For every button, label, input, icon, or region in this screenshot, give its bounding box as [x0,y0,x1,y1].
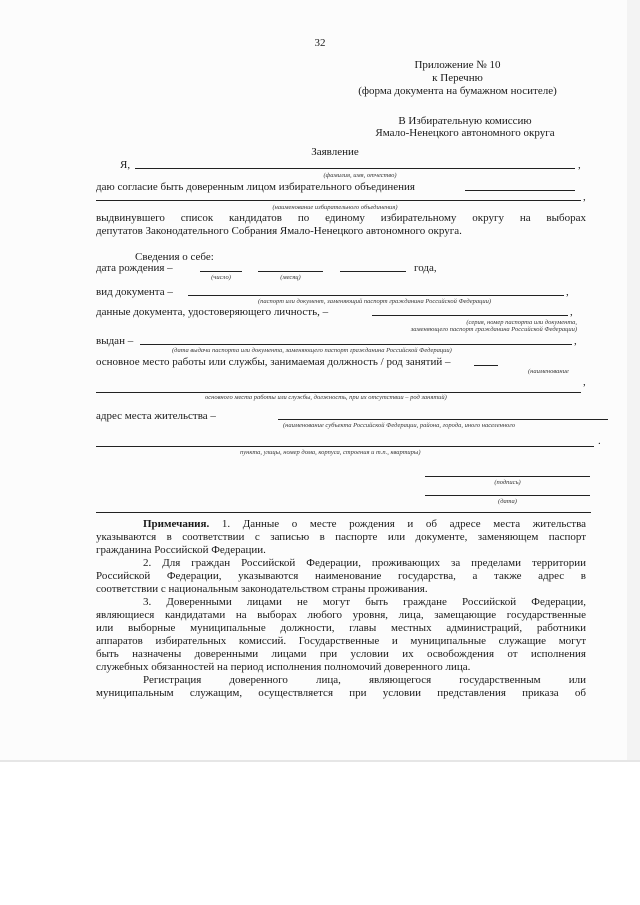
notes-line-6: соответствии с национальным законодательством страны проживания. [96,583,428,595]
doc-data-label: данные документа, удостоверяющего личность, – [96,306,329,318]
doc-data-line [372,315,568,316]
birth-date-label: дата рождения – [96,262,173,274]
doc-type-label: вид документа – [96,286,173,298]
about-heading: Сведения о себе: [135,251,214,263]
issued-caption: (дата выдачи паспорта или документа, заменяющего паспорт гражданина Российской Федерации) [172,347,452,354]
page-bottom-edge [0,760,640,762]
address-line-a [278,419,608,420]
month-caption: (месяц) [280,274,301,281]
consent-text: даю согласие быть доверенным лицом избирательного объединения [96,181,415,193]
notes-line-8: являющиеся кандидатами на выборах любого уровня, лица, замещающие государственные [96,609,586,621]
work-label: основное место работы или службы, занимаемая должность / род занятий – [96,356,451,368]
nominated-line-2: депутатов Законодательного Собрания Ямало-Ненецкого автономного округа. [96,225,462,237]
notes-line-11: быть назначены доверенными лицами при условии их освобождения от исполнения [96,648,586,660]
association-line-a [465,190,575,191]
birth-year-line [340,271,406,272]
work-caption-b: основного места работы или службы, должность, при их отсутствии – род занятий) [205,394,447,401]
notes-heading: Примечания. [143,518,210,530]
signature-line [425,476,590,477]
notes-line-9: или выборные муниципальные должности, главы местных администраций, работники [96,622,586,634]
fio-line [135,168,575,169]
issued-line [140,344,572,345]
page-number: 32 [314,37,326,49]
address-caption-a: (наименование субъекта Российской Федерации, района, города, иного населенного [283,422,516,429]
doc-type-caption: (паспорт или документ, заменяющий паспорт гражданина Российской Федерации) [258,298,492,305]
doc-type-line [188,295,564,296]
year-label: года, [414,262,437,274]
notes-line-1: Примечания. 1. Данные о месте рождения и об адресе места жительства [143,518,587,530]
association-caption: (наименование избирательного объединения) [272,204,398,211]
day-caption: (число) [211,274,231,281]
issued-label: выдан – [96,335,134,347]
notes-line-12: служебных обязанностей на период исполнения полномочий доверенного лица. [96,661,471,673]
birth-month-line [258,271,323,272]
page-edge-shadow [627,0,640,762]
fio-caption: (фамилия, имя, отчество) [323,172,397,179]
notes-line-10: аппаратов избирательных комиссий. Государственные и муниципальные служащие могут [96,635,586,647]
doc-data-caption-1: (серия, номер паспорта или документа, [466,319,577,326]
i-label: Я, [120,159,131,171]
addressee-line-2: Ямало-Ненецкого автономного округа [375,127,555,139]
work-caption-a: (наименование [528,368,569,375]
signature-caption: (подпись) [494,479,521,486]
notes-line-14: муниципальным служащим, осуществляется при условии представления приказа об [96,687,586,699]
work-line-b [96,392,581,393]
addressee-line-1: В Избирательную комиссию [398,115,532,127]
notes-line-7: 3. Доверенными лицами не могут быть граждане Российской Федерации, [143,596,586,608]
date-line [425,495,590,496]
work-line-a [474,365,498,366]
notes-line-13: Регистрация доверенного лица, являющегося государственным или [143,674,586,686]
doc-data-caption-2: заменяющего паспорт гражданина Российской Федерации) [410,326,577,333]
notes-line-4: 2. Для граждан Российской Федерации, проживающих за пределами территории [143,557,586,569]
nominated-line-1: выдвинувшего список кандидатов по единому избирательному округу на выборах [96,212,586,224]
appendix-subtitle: к Перечню [432,72,483,84]
document-title: Заявление [311,146,359,158]
notes-line-3: гражданина Российской Федерации. [96,544,266,556]
address-line-b [96,446,594,447]
notes-line-2: указываются в соответствии с записью в паспорте или документе, заменяющем паспорт [96,531,586,543]
notes-separator [96,512,591,513]
appendix-form-type: (форма документа на бумажном носителе) [358,85,557,97]
date-caption: (дата) [498,498,517,505]
address-caption-b: пункта, улицы, номер дома, корпуса, строения и т.п., квартиры) [240,449,421,456]
appendix-title: Приложение № 10 [414,59,501,71]
notes-line-5: Российской Федерации, указываются наименование государства, а также адрес в [96,570,586,582]
association-line-b [96,200,581,201]
address-label: адрес места жительства – [96,410,216,422]
birth-day-line [200,271,242,272]
